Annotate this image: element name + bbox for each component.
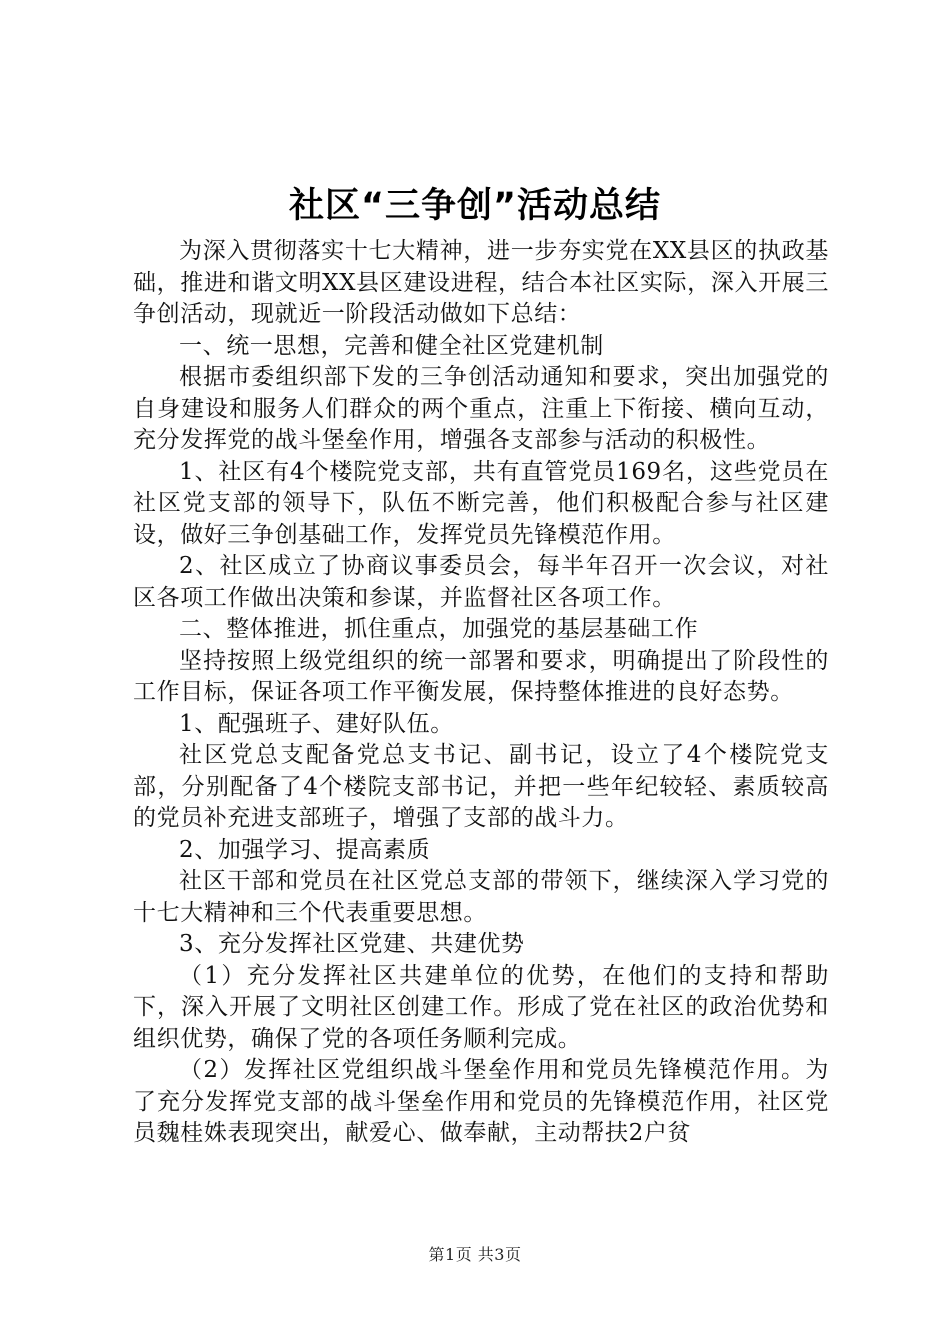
subheading-3: 3、充分发挥社区党建、共建优势: [179, 931, 525, 957]
paragraph-item-2: 2、社区成立了协商议事委员会，每半年召开一次会议，对社区各项工作做出决策和参谋，并监督社区各项工作。: [133, 553, 829, 611]
page-number-footer: 第1页 共3页: [428, 1245, 522, 1264]
section-heading-2: 二、整体推进，抓住重点，加强党的基层基础工作: [179, 616, 699, 642]
document-title: 社区“三争创”活动总结: [288, 186, 661, 226]
subheading-1: 1、配强班子、建好队伍。: [179, 710, 454, 737]
section-heading-1: 一、统一思想，完善和健全社区党建机制: [179, 332, 604, 359]
paragraph-subsection-3-1: （1）充分发挥社区共建单位的优势，在他们的支持和帮助下，深入开展了文明社区创建工作。形成了党在社区的政治优势和组织优势，确保了党的各项任务顺利完成。: [133, 962, 829, 1052]
document-body: [133, 236, 829, 1150]
paragraph-section-2: 坚持按照上级党组织的统一部署和要求，明确提出了阶段性的工作目标，保证各项工作平衡发展，保持整体推进的良好态势。: [133, 647, 829, 705]
paragraph-intro: 为深入贯彻落实十七大精神，进一步夯实党在XX县区的执政基础，推进和谐文明XX县区建设进程，结合本社区实际，深入开展三争创活动，现就近一阶段活动做如下总结：: [133, 238, 829, 327]
paragraph-section-1: 根据市委组织部下发的三争创活动通知和要求，突出加强党的自身建设和服务人们群众的两个重点，注重上下衔接、横向互动，充分发挥党的战斗堡垒作用，增强各支部参与活动的积极性。: [133, 364, 829, 453]
paragraph-subsection-1: 社区党总支配备党总支书记、副书记，设立了4个楼院党支部，分别配备了4个楼院支部书记，并把一些年纪较轻、素质较高的党员补充进支部班子，增强了支部的战斗力。: [133, 742, 829, 831]
subheading-2: 2、加强学习、提高素质: [179, 836, 431, 863]
paragraph-subsection-2: 社区干部和党员在社区党总支部的带领下，继续深入学习党的十七大精神和三个代表重要思想。: [133, 868, 829, 926]
paragraph-item-1: 1、社区有4个楼院党支部，共有直管党员169名，这些党员在社区党支部的领导下，队伍不断完善，他们积极配合参与社区建设，做好三争创基础工作，发挥党员先锋模范作用。: [133, 458, 829, 548]
paragraph-subsection-3-2: （2）发挥社区党组织战斗堡垒作用和党员先锋模范作用。为了充分发挥党支部的战斗堡垒作用和党员的先锋模范作用，社区党员魏桂姝表现突出，献爱心、做奉献，主动帮扶2户贫: [133, 1057, 829, 1146]
